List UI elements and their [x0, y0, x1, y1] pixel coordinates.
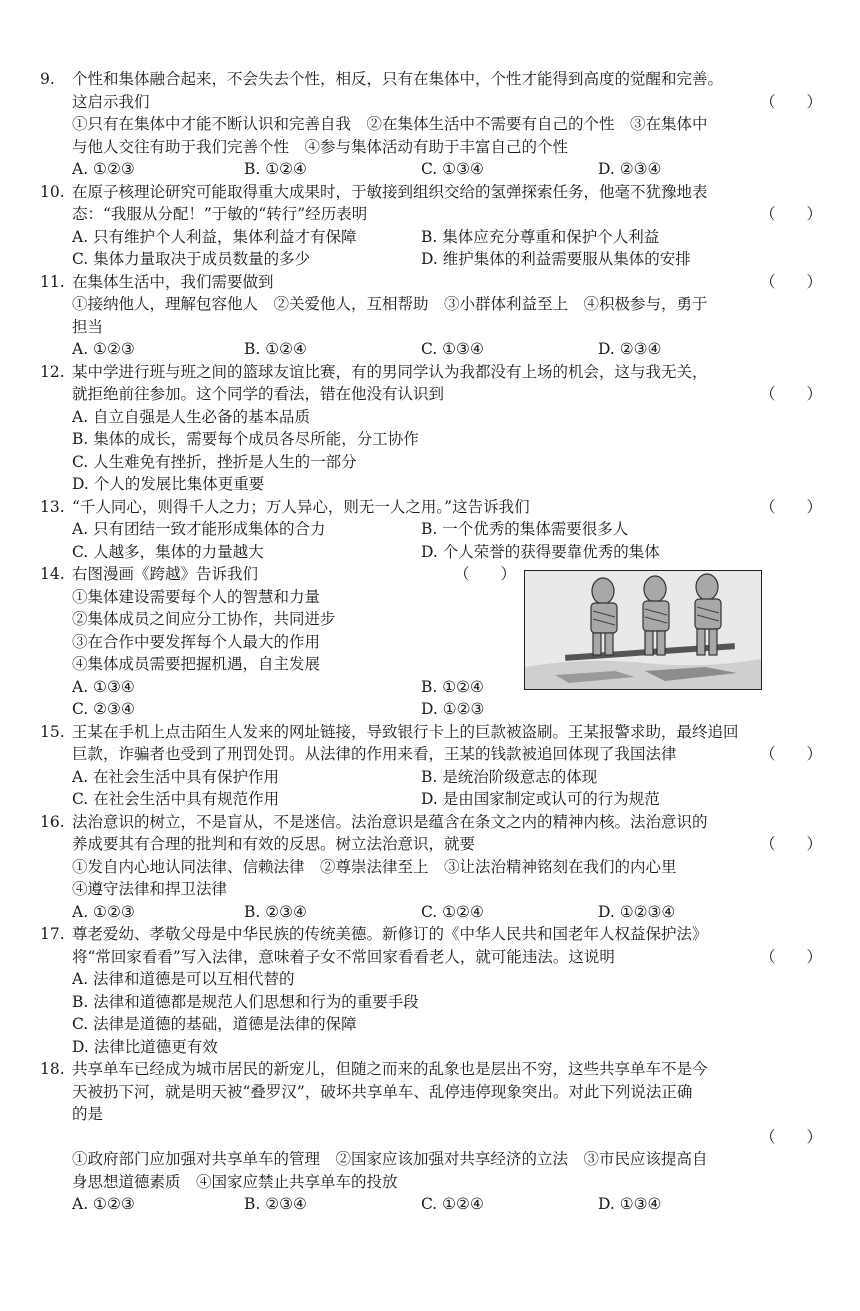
- question-stem: 的是: [72, 1105, 104, 1123]
- statement: 担当: [72, 317, 104, 336]
- option-b: B. 法律和道德都是规范人们思想和行为的重要手段: [72, 992, 419, 1011]
- cartoon-drawing: [525, 571, 761, 689]
- option-c: C. 法律是道德的基础，道德是法律的保障: [72, 1015, 357, 1033]
- option-a: A. ①②③: [72, 340, 135, 358]
- option-d: D. ①③④: [598, 1195, 662, 1213]
- option-a: A. ①②③: [72, 902, 135, 921]
- statement: ①只有在集体中才能不断认识和完善自我 ②在集体生活中不需要有自己的个性 ③在集体中: [72, 115, 708, 133]
- question-number: 17.: [40, 925, 65, 943]
- option-a: A. 法律和道德是可以互相代替的: [72, 970, 295, 988]
- question-stem: 尊老爱幼、孝敬父母是中华民族的传统美德。新修订的《中华人民共和国老年人权益保护法》: [72, 925, 708, 943]
- question-15: [40, 721, 823, 811]
- question-stem: 巨款，诈骗者也受到了刑罚处罚。从法律的作用来看，王某的钱款被追回体现了我国法律: [72, 745, 677, 763]
- question-number: 15.: [40, 722, 65, 741]
- question-stem: 法治意识的树立，不是盲从，不是迷信。法治意识是蕴含在条文之内的精神内核。法治意识的: [72, 812, 708, 831]
- answer-blank: （ ）: [760, 947, 823, 966]
- option-b: B. 一个优秀的集体需要很多人: [421, 520, 629, 538]
- question-number: 14.: [40, 565, 65, 583]
- answer-blank: （ ）: [760, 92, 823, 111]
- option-c: C. 在社会生活中具有规范作用: [72, 790, 280, 808]
- question-10: [40, 181, 823, 271]
- question-13: [40, 496, 823, 564]
- statement: ①发自内心地认同法律、信赖法律 ②尊崇法律至上 ③让法治精神铭刻在我们的内心里: [72, 857, 677, 876]
- statement: ②集体成员之间应分工协作，共同进步: [72, 610, 336, 628]
- statement: ④集体成员需要把握机遇，自主发展: [72, 655, 321, 673]
- question-stem: 某中学进行班与班之间的篮球友谊比赛，有的男同学认为我都没有上场的机会，这与我无关，: [72, 362, 708, 381]
- question-12: [40, 361, 823, 496]
- question-stem: 态：“我服从分配！”于敏的“转行”经历表明: [72, 205, 368, 223]
- option-c: C. ①②④: [421, 902, 484, 921]
- option-d: D. ①②③: [421, 700, 485, 718]
- statement: ④遵守法律和捍卫法律: [72, 880, 228, 898]
- statement: ③在合作中要发挥每个人最大的作用: [72, 632, 321, 651]
- question-11: [40, 271, 823, 361]
- option-d: D. ①②③④: [598, 902, 676, 921]
- option-d: D. 法律比道德更有效: [72, 1037, 218, 1056]
- option-c: C. 集体力量取决于成员数量的多少: [72, 250, 311, 268]
- question-stem: 共享单车已经成为城市居民的新宠儿，但随之而来的乱象也是层出不穷，这些共享单车不是今: [72, 1060, 708, 1078]
- option-a: A. ①②③: [72, 160, 135, 178]
- question-number: 13.: [40, 497, 65, 516]
- statement: 身思想道德素质 ④国家应禁止共享单车的投放: [72, 1172, 398, 1191]
- question-stem: “千人同心，则得千人之力；万人异心，则无一人之用。”这告诉我们: [72, 497, 530, 516]
- answer-blank: （ ）: [760, 272, 823, 291]
- option-b: B. ②③④: [244, 902, 307, 921]
- answer-blank: （ ）: [454, 565, 517, 583]
- question-stem: 养成要其有合理的批判和有效的反思。树立法治意识，就要: [72, 835, 476, 853]
- question-number: 16.: [40, 812, 65, 831]
- statement: ①集体建设需要每个人的智慧和力量: [72, 587, 321, 606]
- option-a: A. ①③④: [72, 677, 135, 696]
- question-number: 11.: [40, 272, 65, 291]
- option-d: D. 个人的发展比集体更重要: [72, 475, 265, 493]
- option-b: B. ①②④: [421, 677, 484, 696]
- question-18: [40, 1058, 823, 1216]
- question-stem: 就拒绝前往参加。这个同学的看法，错在他没有认识到: [72, 385, 445, 403]
- statement: ①政府部门应加强对共享单车的管理 ②国家应该加强对共享经济的立法 ③市民应该提高自: [72, 1150, 708, 1168]
- option-b: B. 集体应充分尊重和保护个人利益: [421, 227, 660, 246]
- question-stem: 将“常回家看看”写入法律，意味着子女不常回家看看老人，就可能违法。这说明: [72, 947, 615, 966]
- statement: ①接纳他人，理解包容他人 ②关爱他人，互相帮助 ③小群体利益至上 ④积极参与，勇于: [72, 295, 708, 313]
- option-b: B. ②③④: [244, 1195, 307, 1213]
- answer-blank: （ ）: [760, 205, 823, 223]
- answer-blank: （ ）: [760, 745, 823, 763]
- question-16: [40, 811, 823, 924]
- option-b: B. 是统治阶级意志的体现: [421, 767, 598, 786]
- question-number: 18.: [40, 1060, 65, 1078]
- option-b: B. 集体的成长，需要每个成员各尽所能，分工协作: [72, 430, 419, 448]
- answer-blank: （ ）: [760, 385, 823, 403]
- answer-blank: （ ）: [760, 835, 823, 853]
- option-d: D. 是由国家制定或认可的行为规范: [421, 790, 660, 808]
- option-a: A. ①②③: [72, 1195, 135, 1213]
- question-stem: 天被扔下河，就是明天被“叠罗汉”，破坏共享单车、乱停违停现象突出。对此下列说法正确: [72, 1082, 693, 1101]
- option-d: D. 维护集体的利益需要服从集体的安排: [421, 250, 691, 268]
- option-c: C. ①③④: [421, 160, 484, 178]
- question-stem: 个性和集体融合起来，不会失去个性，相反，只有在集体中，个性才能得到高度的觉醒和完善。: [72, 70, 724, 88]
- statement: 与他人交往有助于我们完善个性 ④参与集体活动有助于丰富自己的个性: [72, 137, 569, 156]
- option-a: A. 自立自强是人生必备的基本品质: [72, 407, 311, 426]
- question-number: 10.: [40, 182, 65, 201]
- question-stem: 这启示我们: [72, 92, 150, 111]
- option-c: C. ②③④: [72, 700, 135, 718]
- question-number: 12.: [40, 362, 65, 381]
- question-stem: 在集体生活中，我们需要做到: [72, 272, 274, 291]
- option-d: D. 个人荣誉的获得要靠优秀的集体: [421, 542, 660, 561]
- option-b: B. ①②④: [244, 160, 307, 178]
- option-c: C. 人越多，集体的力量越大: [72, 542, 264, 561]
- question-stem: 右图漫画《跨越》告诉我们: [72, 565, 259, 583]
- answer-blank: （ ）: [760, 1127, 823, 1146]
- option-c: C. ①②④: [421, 1195, 484, 1213]
- option-a: A. 在社会生活中具有保护作用: [72, 767, 280, 786]
- question-17: [40, 923, 823, 1058]
- answer-blank: （ ）: [760, 497, 823, 516]
- question-stem: 王某在手机上点击陌生人发来的网址链接，导致银行卡上的巨款被盗刷。王某报警求助，最终追回: [72, 722, 739, 741]
- option-c: C. ①③④: [421, 340, 484, 358]
- option-d: D. ②③④: [598, 340, 662, 358]
- cartoon-illustration: [524, 570, 762, 690]
- option-b: B. ①②④: [244, 340, 307, 358]
- question-9: [40, 68, 823, 181]
- option-c: C. 人生难免有挫折，挫折是人生的一部分: [72, 452, 357, 471]
- option-a: A. 只有维护个人利益，集体利益才有保障: [72, 227, 357, 246]
- question-stem: 在原子核理论研究可能取得重大成果时，于敏接到组织交给的氢弹探索任务，他毫不犹豫地表: [72, 182, 708, 201]
- question-number: 9.: [40, 70, 55, 88]
- option-d: D. ②③④: [598, 160, 662, 178]
- option-a: A. 只有团结一致才能形成集体的合力: [72, 520, 326, 538]
